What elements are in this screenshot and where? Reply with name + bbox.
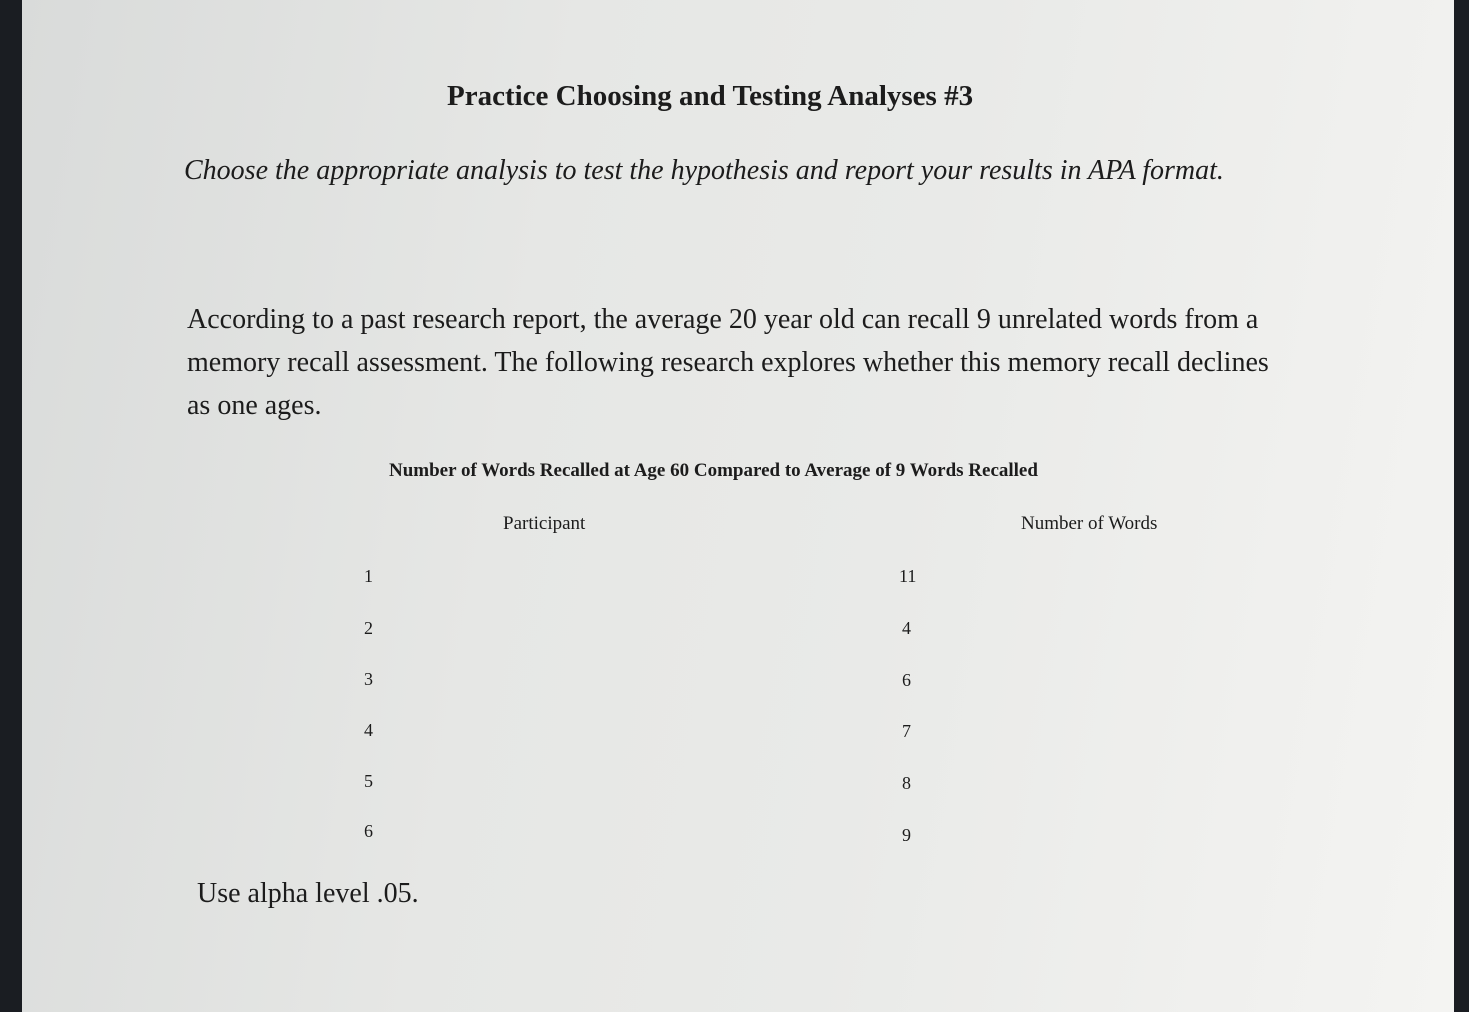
table-cell-words: 8 (902, 773, 911, 793)
table-title: Number of Words Recalled at Age 60 Compared to Average of 9 Words Recalled (389, 460, 1038, 481)
page-title: Practice Choosing and Testing Analyses #3 (447, 80, 974, 112)
table-cell-participant: 6 (364, 821, 373, 841)
table-cell-words: 7 (902, 721, 911, 741)
alpha-level-note: Use alpha level .05. (197, 878, 419, 909)
table-cell-words: 11 (899, 566, 917, 586)
table-cell-words: 6 (902, 670, 911, 690)
table-cell-words: 9 (902, 825, 911, 845)
table-cell-participant: 1 (364, 566, 373, 586)
table-cell-participant: 3 (364, 669, 373, 689)
monitor-screen (22, 0, 1454, 1012)
table-cell-participant: 4 (364, 720, 373, 740)
table-cell-participant: 5 (364, 771, 373, 791)
column-header-participant: Participant (503, 513, 586, 534)
document-page (22, 0, 1454, 1012)
column-header-number-of-words: Number of Words (1021, 513, 1158, 534)
scenario-paragraph: According to a past research report, the average 20 year old can recall 9 unrelated words from a memory recall assessment. The following research explores whether this memory recall declines as one ages. (187, 304, 1269, 421)
instructions-text: Choose the appropriate analysis to test the hypothesis and report your results in APA format. (184, 155, 1224, 186)
table-cell-participant: 2 (364, 618, 373, 638)
table-cell-words: 4 (902, 618, 911, 638)
